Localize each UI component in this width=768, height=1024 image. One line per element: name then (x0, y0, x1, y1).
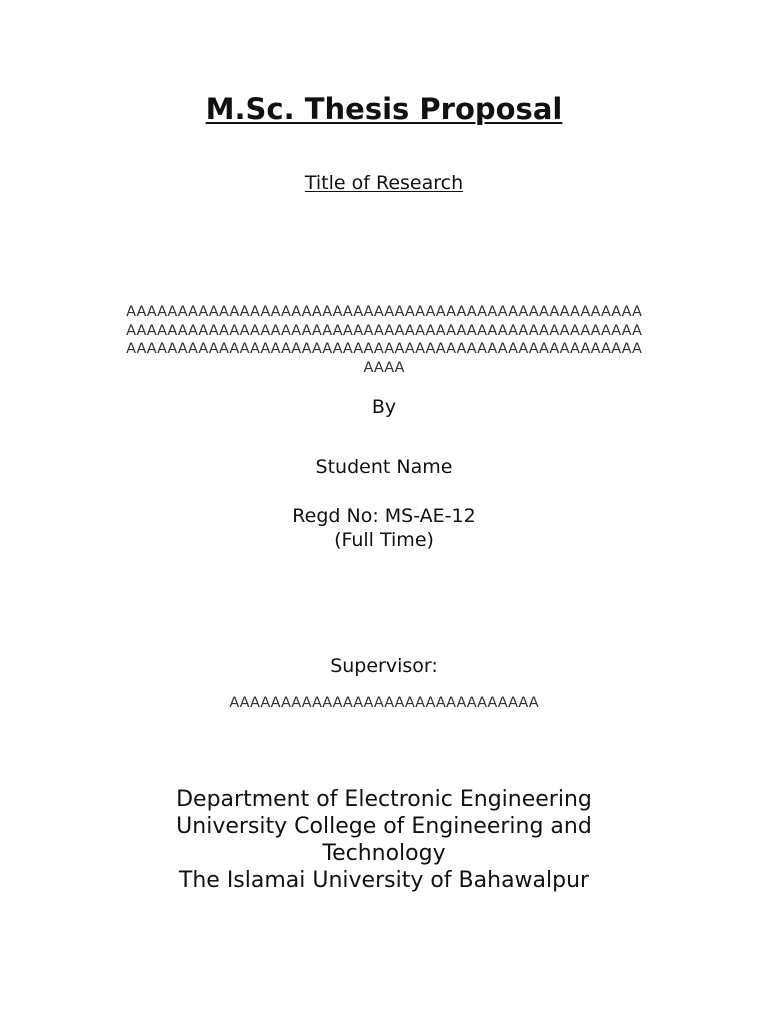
research-title-line-2: AAAAAAAAAAAAAAAAAAAAAAAAAAAAAAAAAAAAAAAAAAAAAAAAAA (126, 322, 642, 339)
research-title-line-3: AAAAAAAAAAAAAAAAAAAAAAAAAAAAAAAAAAAAAAAAAAAAAAAAAA (126, 341, 642, 357)
department-block (0, 786, 768, 894)
by-label: By (371, 396, 397, 418)
research-title-block (114, 303, 654, 377)
document-title: M.Sc. Thesis Proposal (205, 92, 563, 126)
student-name: Student Name (315, 456, 453, 478)
supervisor-name: AAAAAAAAAAAAAAAAAAAAAAAAAAAAAA (229, 695, 539, 711)
research-title-line-1: AAAAAAAAAAAAAAAAAAAAAAAAAAAAAAAAAAAAAAAAAAAAAAAAAA (126, 304, 642, 320)
department-line-2: University College of Engineering and (176, 814, 592, 839)
department-line-4: The Islamai University of Bahawalpur (178, 868, 590, 893)
department-line-1: Department of Electronic Engineering (176, 787, 592, 812)
study-mode: (Full Time) (334, 529, 434, 551)
research-heading: Title of Research (304, 172, 464, 194)
department-line-3: Technology (322, 841, 446, 866)
research-title-line-4: AAAA (363, 359, 405, 376)
supervisor-label: Supervisor: (330, 655, 438, 677)
registration-number: Regd No: MS-AE-12 (292, 505, 476, 527)
